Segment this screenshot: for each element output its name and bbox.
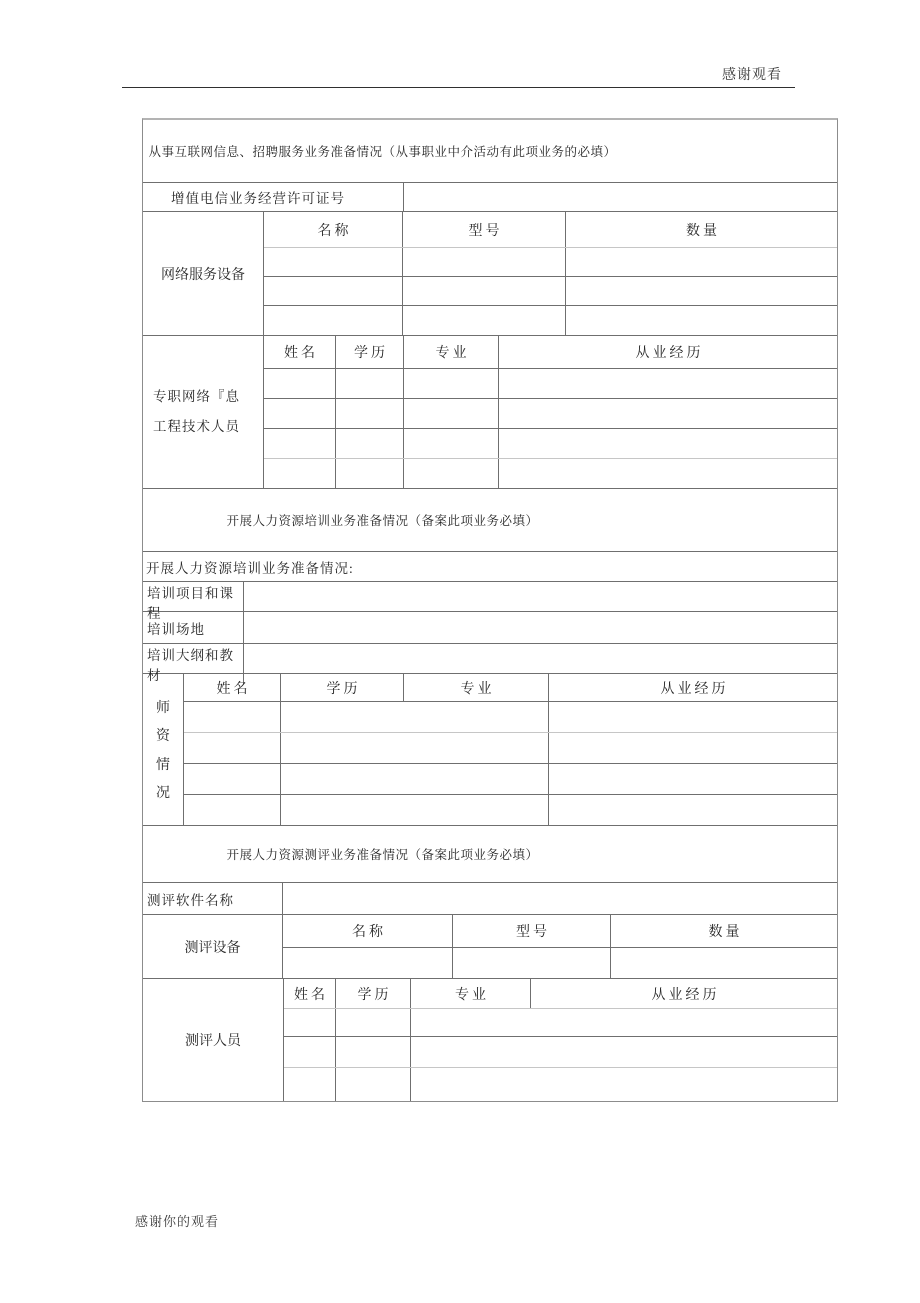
eval-staff-section: [143, 979, 837, 1101]
empty-cell: [281, 733, 549, 763]
empty-cell: [336, 399, 404, 428]
empty-cell: [264, 369, 336, 398]
training-material-label: 培训大纲和教材: [143, 644, 244, 684]
eval-equipment-section: [143, 915, 837, 979]
column-header-education: 学历: [336, 979, 411, 1008]
network-staff-empty-row: [264, 429, 837, 459]
teachers-empty-row: [184, 764, 837, 795]
header-divider-line: [122, 87, 795, 88]
empty-cell: [244, 612, 837, 643]
empty-cell: [336, 1068, 411, 1101]
network-staff-section: [143, 336, 837, 489]
eval-staff-label: 测评人员: [143, 979, 284, 1101]
network-staff-empty-row: [264, 459, 837, 488]
column-header-major: 专业: [404, 336, 499, 368]
network-staff-empty-row: [264, 369, 837, 399]
column-header-model: 型号: [403, 212, 566, 247]
empty-cell: [404, 369, 499, 398]
empty-cell: [184, 764, 281, 794]
empty-cell: [336, 459, 404, 488]
license-label: 增值电信业务经营许可证号: [143, 183, 404, 211]
eval-staff-empty-row: [284, 1037, 837, 1068]
empty-cell: [549, 764, 837, 794]
column-header-quantity: 数量: [708, 925, 743, 940]
training-site-row: [143, 612, 837, 644]
training-site-label: 培训场地: [143, 612, 244, 643]
empty-cell: [336, 1037, 411, 1067]
empty-cell: [499, 399, 837, 428]
empty-cell: [404, 429, 499, 458]
empty-cell: [184, 733, 281, 763]
network-staff-label: [143, 336, 264, 488]
eval-staff-empty-row: [284, 1068, 837, 1101]
empty-cell: [283, 883, 837, 914]
eval-staff-empty-row: [284, 1009, 837, 1037]
empty-cell: [404, 399, 499, 428]
empty-cell: [281, 702, 549, 732]
network-equipment-empty-row: [264, 277, 837, 306]
teachers-empty-row: [184, 733, 837, 764]
network-staff-header-row: [264, 336, 837, 369]
form-table: [142, 118, 838, 1102]
column-header-quantity: 数量: [686, 223, 720, 239]
teachers-header-row: [184, 674, 837, 702]
network-staff-empty-row: [264, 399, 837, 429]
column-header-experience: 从业经历: [660, 681, 729, 697]
license-value-cell: [404, 183, 837, 211]
column-header-model: 型号: [453, 915, 611, 947]
network-staff-label-line2: 工程技术人员: [153, 419, 240, 434]
column-header-education: 学历: [281, 674, 404, 701]
empty-cell: [264, 459, 336, 488]
empty-cell: [549, 702, 837, 732]
page-footer-note: 感谢你的观看: [135, 1214, 220, 1229]
network-equipment-empty-row: [264, 306, 837, 335]
empty-cell: [184, 795, 281, 825]
column-header-education: 学历: [336, 336, 404, 368]
empty-cell: [611, 948, 837, 978]
column-header-experience: 从业经历: [635, 346, 704, 361]
teachers-label-char: 况: [156, 785, 170, 801]
empty-cell: [281, 795, 549, 825]
column-header-name: 名称: [283, 915, 453, 947]
training-material-row: [143, 644, 837, 683]
column-header-experience: 从业经历: [651, 987, 720, 1003]
eval-equipment-label: 测评设备: [143, 915, 283, 978]
eval-equipment-header-row: [283, 915, 837, 948]
training-note-row: 开展人力资源培训业务准备情况:: [143, 552, 837, 582]
empty-cell: [284, 1068, 336, 1101]
empty-cell: [404, 459, 499, 488]
empty-cell: [549, 733, 837, 763]
empty-cell: [499, 459, 837, 488]
empty-cell: [411, 1009, 837, 1036]
empty-cell: [453, 948, 611, 978]
network-equipment-label: 网络服务设备: [143, 212, 264, 335]
empty-cell: [336, 429, 404, 458]
empty-cell: [403, 277, 566, 305]
empty-cell: [411, 1068, 837, 1101]
empty-cell: [264, 429, 336, 458]
empty-cell: [264, 306, 403, 335]
empty-cell: [403, 306, 566, 335]
teachers-label-char: 资: [156, 729, 170, 745]
teachers-label-char: 师: [156, 701, 170, 717]
network-equipment-section: [143, 212, 837, 336]
empty-cell: [566, 248, 837, 276]
training-program-label: 培训项目和课程: [143, 582, 244, 622]
column-header-major: 专业: [404, 674, 549, 701]
empty-cell: [281, 764, 549, 794]
training-program-row: [143, 582, 837, 621]
section-title-internet-recruitment: 从事互联网信息、招聘服务业务准备情况（从事职业中介活动有此项业务的必填）: [143, 120, 837, 183]
teachers-label-char: 情: [156, 757, 170, 773]
column-header-name: 姓名: [184, 674, 281, 701]
eval-staff-header-row: [284, 979, 837, 1009]
empty-cell: [264, 399, 336, 428]
column-header-name: 名称: [264, 212, 403, 247]
empty-cell: [499, 369, 837, 398]
empty-cell: [284, 1009, 336, 1036]
empty-cell: [284, 1037, 336, 1067]
teachers-section: [143, 674, 837, 826]
software-name-row: [143, 883, 837, 915]
teachers-empty-row: [184, 795, 837, 825]
empty-cell: [336, 369, 404, 398]
network-equipment-header-row: [264, 212, 837, 248]
empty-cell: [283, 948, 453, 978]
empty-cell: [566, 277, 837, 305]
section-title-assessment: 开展人力资源测评业务准备情况（备案此项业务必填）: [143, 826, 837, 883]
empty-cell: [336, 1009, 411, 1036]
teachers-label: [143, 674, 184, 825]
page-header-note: 感谢观看: [722, 68, 782, 83]
software-name-label: 测评软件名称: [143, 883, 283, 914]
empty-cell: [411, 1037, 837, 1067]
teachers-empty-row: [184, 702, 837, 733]
empty-cell: [184, 702, 281, 732]
network-staff-label-line1: 专职网络『息: [153, 389, 240, 404]
network-equipment-empty-row: [264, 248, 837, 277]
empty-cell: [264, 277, 403, 305]
column-header-major: 专业: [411, 979, 531, 1008]
column-header-name: 姓名: [264, 336, 336, 368]
empty-cell: [264, 248, 403, 276]
eval-equipment-empty-row: [283, 948, 837, 978]
empty-cell: [403, 248, 566, 276]
license-row: [143, 183, 837, 212]
column-header-name: 姓名: [284, 979, 336, 1008]
empty-cell: [566, 306, 837, 335]
empty-cell: [499, 429, 837, 458]
empty-cell: [549, 795, 837, 825]
section-title-training: 开展人力资源培训业务准备情况（备案此项业务必填）: [143, 489, 837, 552]
